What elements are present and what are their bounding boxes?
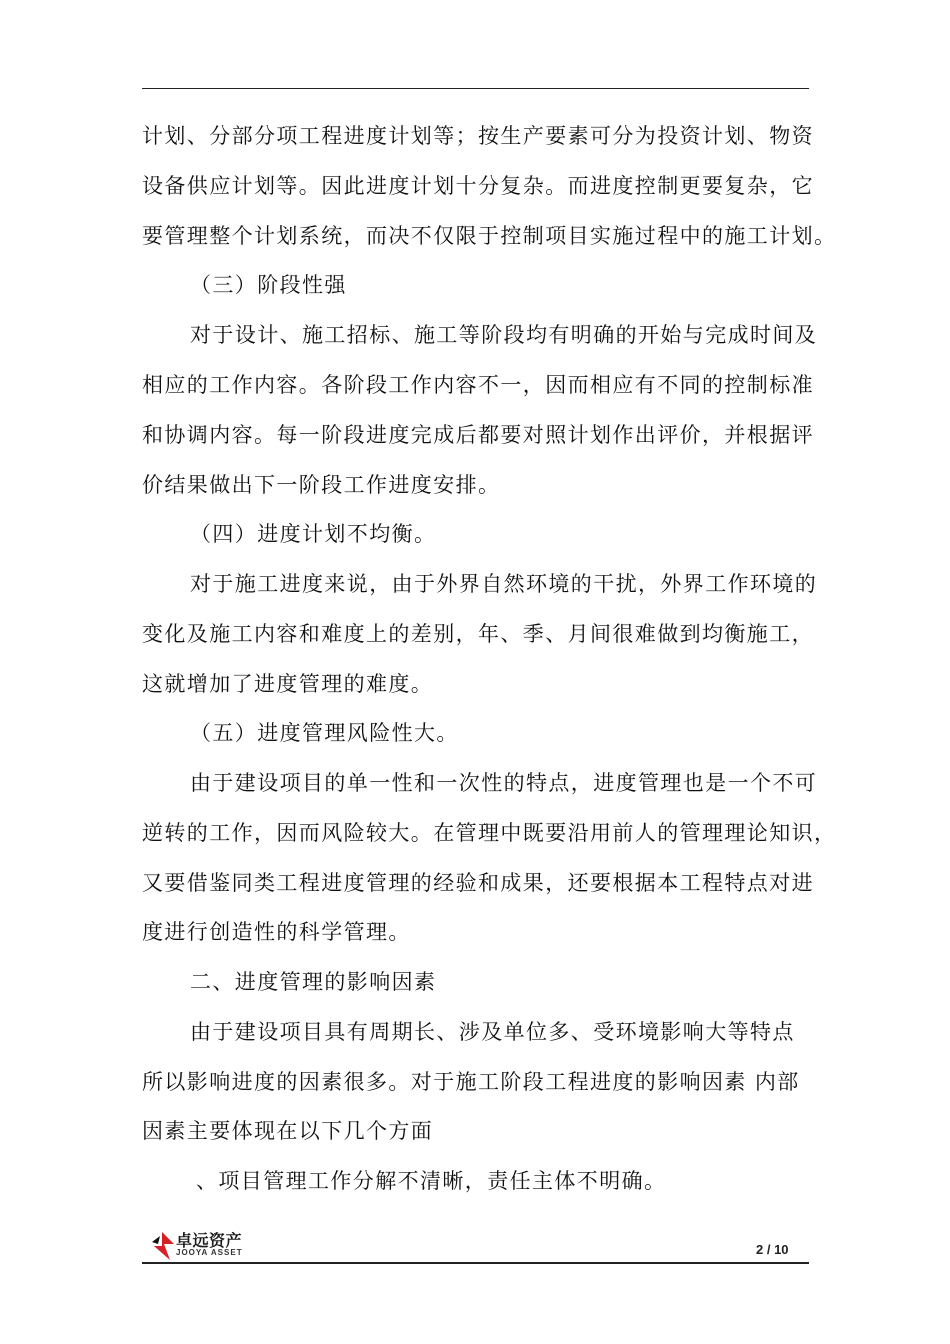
body-line: 、项目管理工作分解不清晰，责任主体不明确。 <box>196 1169 667 1193</box>
body-line: 因素主要体现在以下几个方面 <box>142 1119 434 1143</box>
company-logo <box>150 1228 260 1262</box>
logo-text-cn: 卓远资产 <box>176 1231 243 1250</box>
logo-text-en: JOOYA ASSET <box>176 1248 243 1257</box>
footer-rule <box>142 1262 809 1264</box>
body-line: 价结果做出下一阶段工作进度安排。 <box>142 473 501 497</box>
body-line: 这就增加了进度管理的难度。 <box>142 672 434 696</box>
section-heading: （四）进度计划不均衡。 <box>190 522 437 546</box>
body-line: 计划、分部分项工程进度计划等；按生产要素可分为投资计划、物资 <box>142 124 814 148</box>
body-line: 变化及施工内容和难度上的差别，年、季、月间很难做到均衡施工， <box>142 622 814 646</box>
page-number: 2 / 10 <box>756 1242 789 1257</box>
body-line: 对于施工进度来说，由于外界自然环境的干扰，外界工作环境的 <box>190 572 818 596</box>
section-heading: （三）阶段性强 <box>190 273 347 297</box>
body-line: 对于设计、施工招标、施工等阶段均有明确的开始与完成时间及 <box>190 323 818 347</box>
body-line: 相应的工作内容。各阶段工作内容不一，因而相应有不同的控制标准 <box>142 373 814 397</box>
header-rule <box>142 88 809 89</box>
section-heading: （五）进度管理风险性大。 <box>190 721 459 745</box>
body-line: 要管理整个计划系统，而决不仅限于控制项目实施过程中的施工计划。 <box>142 224 837 248</box>
body-line: 由于建设项目的单一性和一次性的特点，进度管理也是一个不可 <box>190 771 818 795</box>
body-line: 设备供应计划等。因此进度计划十分复杂。而进度控制更要复杂，它 <box>142 174 814 198</box>
body-line: 逆转的工作，因而风险较大。在管理中既要沿用前人的管理理论知识， <box>142 821 837 845</box>
body-line: 又要借鉴同类工程进度管理的经验和成果，还要根据本工程特点对进 <box>142 871 814 895</box>
body-line: 由于建设项目具有周期长、涉及单位多、受环境影响大等特点 <box>190 1020 795 1044</box>
body-line: 所以影响进度的因素很多。对于施工阶段工程进度的影响因素 内部 <box>142 1070 800 1094</box>
logo-mark-icon <box>150 1232 174 1260</box>
section-heading: 二、进度管理的影响因素 <box>190 970 437 994</box>
body-line: 和协调内容。每一阶段进度完成后都要对照计划作出评价，并根据评 <box>142 423 814 447</box>
body-line: 度进行创造性的科学管理。 <box>142 920 411 944</box>
